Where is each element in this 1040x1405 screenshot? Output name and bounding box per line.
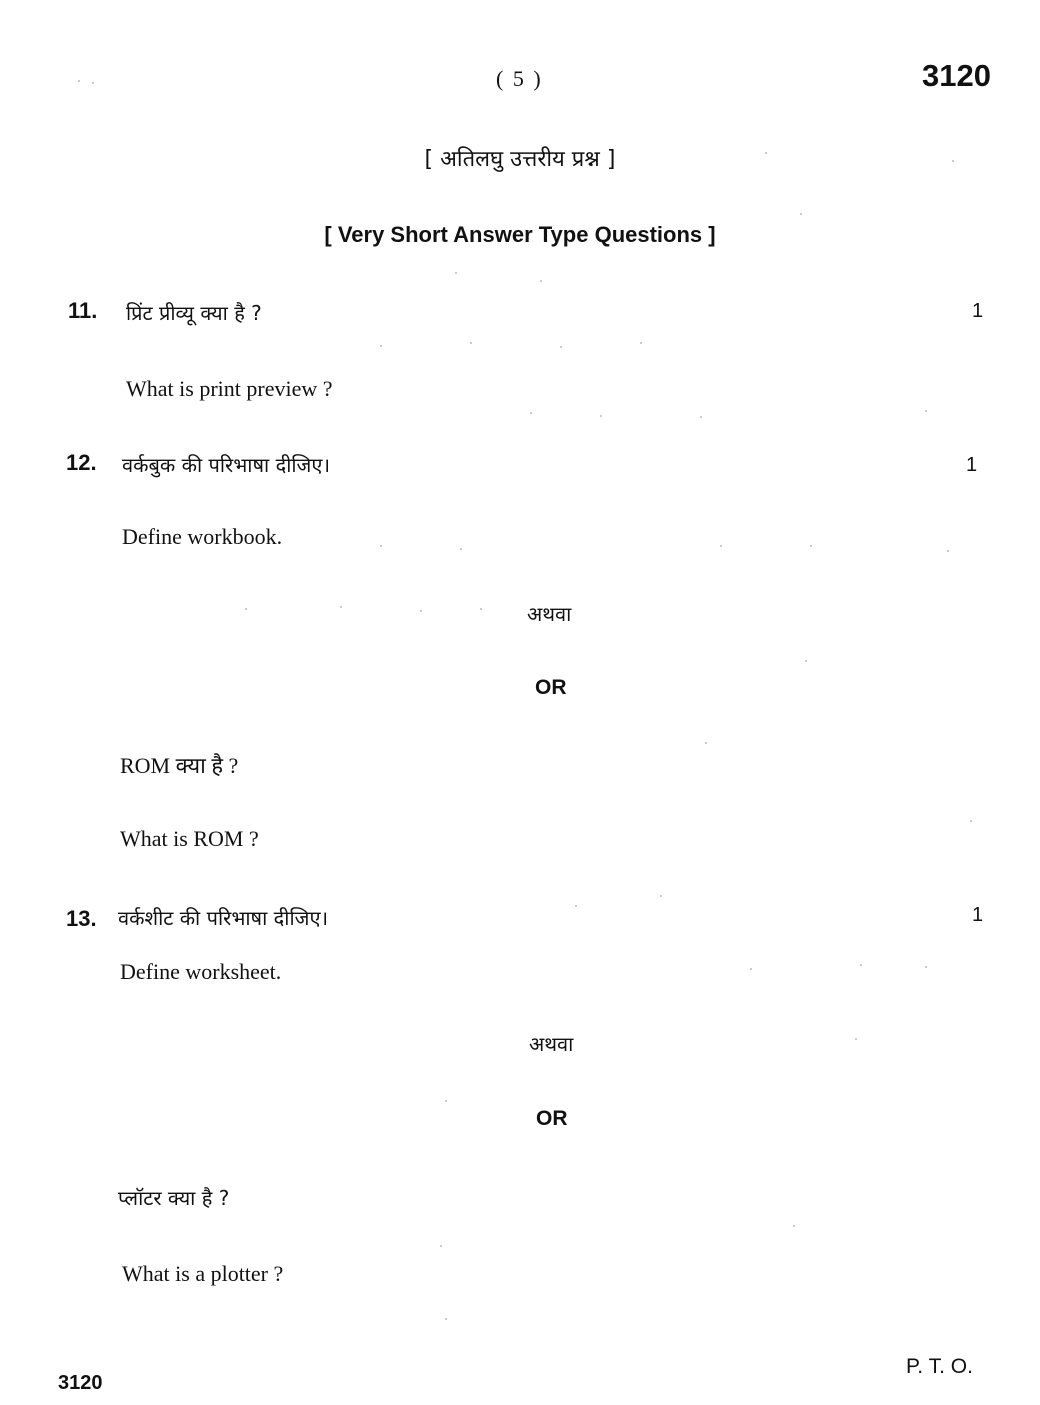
question-number: 13.: [66, 906, 97, 931]
question-text-english: Define workbook.: [122, 524, 283, 549]
question-marks: 1: [972, 300, 984, 322]
question-marks: 1: [966, 454, 978, 476]
alternative-question-english: What is ROM ?: [120, 826, 259, 851]
paper-code-footer: 3120: [58, 1372, 103, 1394]
question-text-hindi: वर्कशीट की परिभाषा दीजिए।: [118, 906, 329, 930]
section-title-english: [ Very Short Answer Type Questions ]: [324, 222, 716, 247]
please-turn-over: P. T. O.: [906, 1355, 973, 1378]
question-text-hindi: प्रिंट प्रीव्यू क्या है ?: [126, 301, 262, 325]
question-number: 11.: [68, 298, 98, 323]
page-number: ( 5 ): [496, 66, 543, 91]
paper-code-header: 3120: [922, 58, 991, 93]
alternative-question-english: What is a plotter ?: [122, 1261, 284, 1286]
or-divider-hindi: अथवा: [529, 1032, 574, 1056]
or-divider-hindi: अथवा: [527, 602, 572, 626]
question-text-english: Define worksheet.: [120, 959, 282, 984]
question-text-hindi: वर्कबुक की परिभाषा दीजिए।: [122, 453, 331, 477]
section-title-hindi: [ अतिलघु उत्तरीय प्रश्न ]: [424, 147, 616, 172]
question-marks: 1: [972, 904, 984, 926]
alternative-question-hindi: प्लॉटर क्या है ?: [118, 1186, 230, 1210]
question-number: 12.: [66, 450, 97, 475]
or-divider-english: OR: [536, 1107, 568, 1130]
alternative-question-hindi: ROM क्या है ?: [120, 753, 239, 778]
or-divider-english: OR: [535, 676, 567, 699]
question-text-english: What is print preview ?: [126, 376, 333, 401]
